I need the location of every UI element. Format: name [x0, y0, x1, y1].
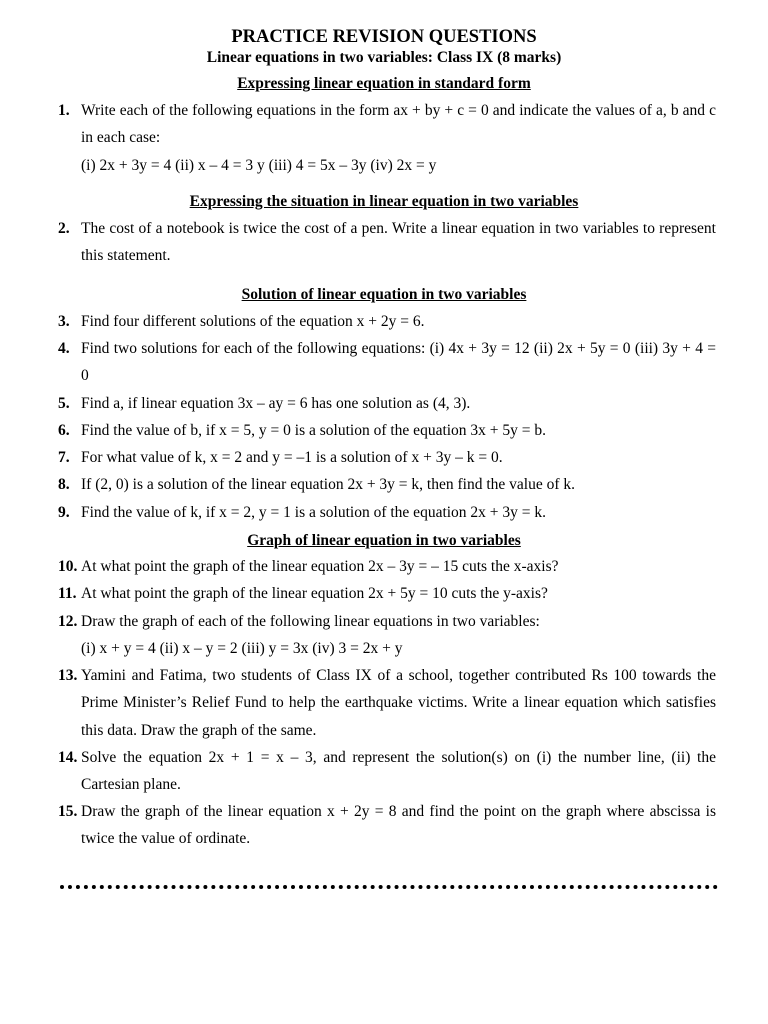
question-number: 3.: [58, 313, 70, 330]
question-7: [58, 444, 716, 471]
question-subparts: (i) 2x + 3y = 4 (ii) x – 4 = 3 y (iii) 4 = 5x – 3y (iv) 2x = y: [81, 156, 437, 174]
question-text: For what value of k, x = 2 and y = –1 is a solution of x + 3y – k = 0.: [81, 449, 503, 466]
question-text: Draw the graph of each of the following linear equations in two variables:: [81, 613, 540, 630]
section-heading-solution: Solution of linear equation in two variables: [241, 286, 527, 303]
question-text: Yamini and Fatima, two students of Class IX of a school, together contributed Rs 100 towards the Prime Minister’s Relief Fund to help the earthquake victims. Write a linear equation which satisfies this data. Draw the graph of the same.: [81, 667, 716, 739]
question-6: [58, 417, 716, 444]
question-10: [58, 553, 716, 580]
question-text: Find a, if linear equation 3x – ay = 6 has one solution as (4, 3).: [81, 395, 471, 412]
question-2: [58, 215, 716, 270]
section-heading-standard-form: Expressing linear equation in standard form: [237, 75, 531, 92]
question-text: Find four different solutions of the equation x + 2y = 6.: [81, 313, 425, 330]
question-12: [58, 608, 716, 663]
question-number: 10.: [58, 558, 78, 575]
question-13: [58, 662, 716, 744]
question-text: The cost of a notebook is twice the cost of a pen. Write a linear equation in two variables to represent this statement.: [81, 220, 716, 265]
question-text: If (2, 0) is a solution of the linear equation 2x + 3y = k, then find the value of k.: [81, 476, 575, 493]
page-subtitle: Linear equations in two variables: Class IX (8 marks): [206, 49, 562, 66]
question-number: 1.: [58, 102, 70, 119]
dotted-divider: [60, 885, 718, 889]
question-text: At what point the graph of the linear equation 2x – 3y = – 15 cuts the x-axis?: [81, 558, 559, 575]
page-title: PRACTICE REVISION QUESTIONS: [231, 27, 537, 47]
question-number: 2.: [58, 220, 70, 237]
question-1: [58, 97, 716, 179]
question-11: [58, 580, 716, 607]
question-number: 5.: [58, 395, 70, 412]
question-3: [58, 308, 716, 335]
question-5: [58, 390, 716, 417]
section-heading-situation: Expressing the situation in linear equation in two variables: [189, 193, 579, 210]
question-number: 13.: [58, 667, 78, 684]
question-number: 8.: [58, 476, 70, 493]
question-number: 11.: [58, 585, 77, 602]
question-text: Find the value of k, if x = 2, y = 1 is a solution of the equation 2x + 3y = k.: [81, 504, 547, 521]
question-number: 9.: [58, 504, 70, 521]
question-text: Find the value of b, if x = 5, y = 0 is a solution of the equation 3x + 5y = b.: [81, 422, 547, 439]
section-heading-graph: Graph of linear equation in two variables: [247, 532, 521, 549]
question-9: [58, 499, 716, 526]
question-subparts: (i) x + y = 4 (ii) x – y = 2 (iii) y = 3x (iv) 3 = 2x + y: [81, 640, 403, 658]
question-15: [58, 798, 716, 853]
question-number: 14.: [58, 749, 78, 766]
question-number: 12.: [58, 613, 78, 630]
question-text: Write each of the following equations in the form ax + by + c = 0 and indicate the values of a, b and c in each case:: [81, 102, 716, 147]
question-text: At what point the graph of the linear equation 2x + 5y = 10 cuts the y-axis?: [81, 585, 548, 602]
question-number: 7.: [58, 449, 70, 466]
question-14: [58, 744, 716, 799]
question-number: 4.: [58, 340, 70, 357]
question-8: [58, 471, 716, 498]
question-number: 15.: [58, 803, 78, 820]
question-text: Solve the equation 2x + 1 = x – 3, and represent the solution(s) on (i) the number line, (ii) the Cartesian plane.: [81, 749, 716, 794]
question-text: Draw the graph of the linear equation x + 2y = 8 and find the point on the graph where abscissa is twice the value of ordinate.: [81, 803, 716, 848]
question-number: 6.: [58, 422, 70, 439]
question-text: Find two solutions for each of the following equations: (i) 4x + 3y = 12 (ii) 2x + 5y = 0 (iii) 3y + 4 = 0: [81, 340, 716, 385]
question-4: [58, 335, 716, 390]
